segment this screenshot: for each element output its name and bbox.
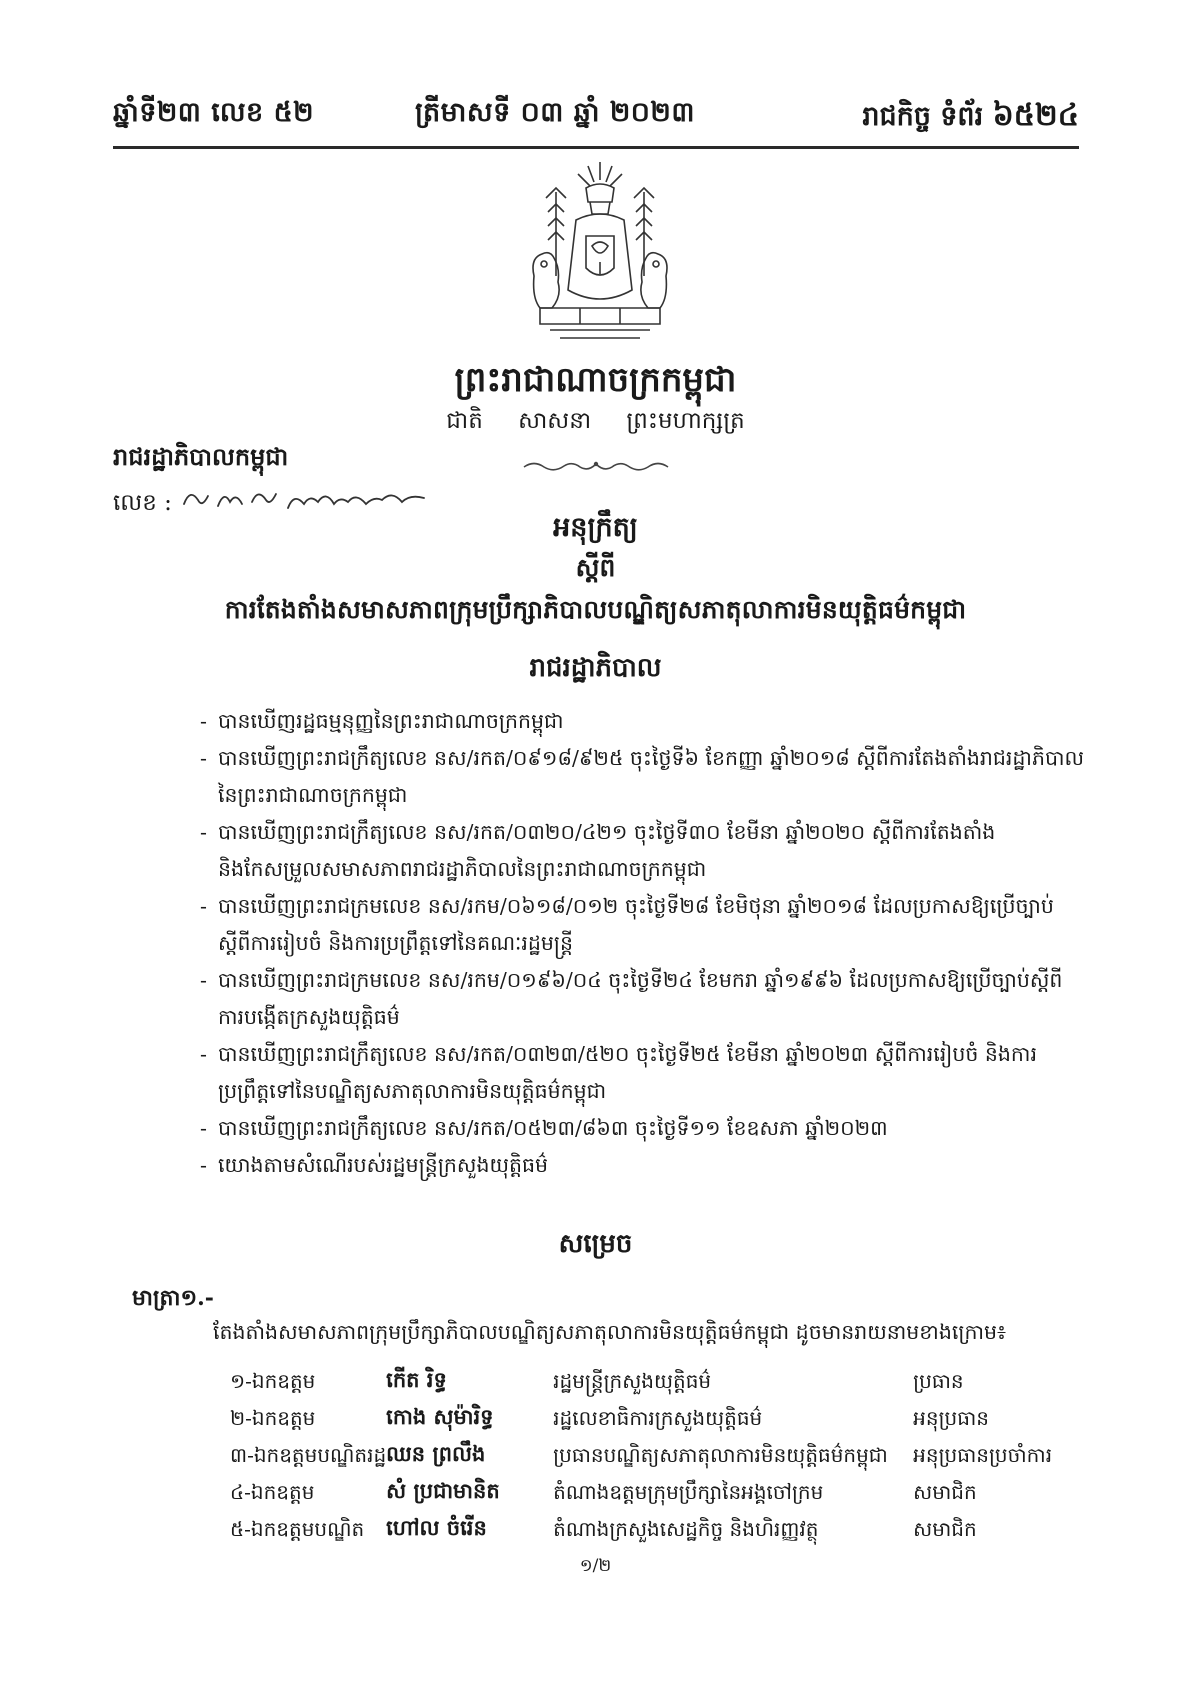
- preamble-item: - យោងតាមសំណើរបស់រដ្ឋមន្ត្រីក្រសួងយុត្តិធម៌: [200, 1147, 1085, 1184]
- preamble-item: - បានឃើញព្រះរាជក្រមលេខ នស/រកម/០៦១៨/០១២ ចុះថ្ងៃទី២៨ ខែមិថុនា ឆ្នាំ២០១៨ ដែលប្រកាសឱ្យប្រើច្បាប់ស្តីពីការរៀបចំ និងការប្រព្រឹត្តទៅនៃគណៈរដ្ឋមន្ត្រី: [200, 888, 1085, 962]
- page-footer-number: ១/២: [579, 1556, 612, 1576]
- gazette-page-label: រាជកិច្ច ទំព័រ: [862, 101, 984, 132]
- member-position: ប្រធានបណ្ឌិត្យសភាតុលាការមិនយុត្តិធម៌កម្ពុជា: [553, 1442, 888, 1467]
- preamble-item: - បានឃើញព្រះរាជក្រឹត្យលេខ នស/រកត/០៣២៣/៥២០ ចុះថ្ងៃទី២៥ ខែមីនា ឆ្នាំ២០២៣ ស្តីពីការរៀបចំ និងការប្រព្រឹត្តទៅនៃបណ្ឌិត្យសភាតុលាការមិនយុត្តិធម៌កម្ពុជា: [200, 1036, 1085, 1110]
- member-name: កើត រិទ្ធ: [386, 1367, 447, 1392]
- member-position: រដ្ឋមន្ត្រីក្រសួងយុត្តិធម៌: [553, 1368, 712, 1393]
- member-name: សំ ប្រជាមានិត: [386, 1478, 500, 1503]
- member-honorific: ២-ឯកឧត្តម: [230, 1405, 316, 1430]
- table-row: [230, 1475, 1113, 1512]
- member-honorific: ៤-ឯកឧត្តម: [230, 1479, 315, 1504]
- gazette-page: [862, 96, 1079, 140]
- document-number-label: លេខ :: [113, 490, 172, 516]
- member-role: សមាជិក: [913, 1479, 977, 1504]
- member-role: សមាជិក: [913, 1516, 977, 1541]
- issuing-government: រាជរដ្ឋាភិបាលកម្ពុជា: [113, 442, 289, 471]
- document-subject: ការតែងតាំងសមាសភាពក្រុមប្រឹក្សាភិបាលបណ្ឌិត្យសភាតុលាការមិនយុត្តិធម៌កម្ពុជា: [224, 595, 967, 624]
- decision-heading: សម្រេច: [558, 1229, 633, 1259]
- preamble-item: - បានឃើញព្រះរាជក្រឹត្យលេខ នស/រកត/០៥២៣/៨៦៣ ចុះថ្ងៃទី១១ ខែឧសភា ឆ្នាំ២០២៣: [200, 1110, 1085, 1147]
- table-row: [230, 1512, 1113, 1549]
- member-name: កោង សុម៉ារិទ្ធ: [386, 1404, 494, 1429]
- member-name: ឈន ព្រលឹង: [386, 1441, 486, 1466]
- document-type-title: អនុក្រឹត្យ: [553, 512, 638, 543]
- member-role: ប្រធាន: [913, 1368, 964, 1393]
- handwritten-number-icon: [180, 482, 428, 514]
- member-honorific: ៥-ឯកឧត្តមបណ្ឌិត: [230, 1516, 365, 1541]
- article-1-title: មាត្រា១.-: [132, 1285, 214, 1311]
- table-row: [230, 1364, 1113, 1401]
- table-row: [230, 1438, 1113, 1475]
- document-about: ស្តីពី: [575, 553, 616, 582]
- member-position: រដ្ឋលេខាធិការក្រសួងយុត្តិធម៌: [553, 1405, 763, 1430]
- ornament-divider-icon: [520, 458, 672, 474]
- preamble-item: - បានឃើញព្រះរាជក្រឹត្យលេខ នស/រកត/០៩១៨/៩២៥ ចុះថ្ងៃទី៦ ខែកញ្ញា ឆ្នាំ២០១៨ ស្តីពីការតែងតាំងរាជរដ្ឋាភិបាលនៃព្រះរាជាណាចក្រកម្ពុជា: [200, 740, 1085, 814]
- preamble-item: - បានឃើញរដ្ឋធម្មនុញ្ញនៃព្រះរាជាណាចក្រកម្ពុជា: [200, 703, 1085, 740]
- member-honorific: ១-ឯកឧត្តម: [230, 1368, 316, 1393]
- members-table: [230, 1364, 1113, 1549]
- royal-coat-of-arms-icon: [520, 158, 680, 350]
- header-rule: [113, 146, 1079, 149]
- member-honorific: ៣-ឯកឧត្តមបណ្ឌិតរដ្ឋ: [230, 1442, 387, 1467]
- member-role: អនុប្រធាន: [913, 1405, 989, 1430]
- article-1-intro: តែងតាំងសមាសភាពក្រុមប្រឹក្សាភិបាលបណ្ឌិត្យសភាតុលាការមិនយុត្តិធម៌កម្ពុជា ដូចមានរាយនាមខាងក្រោម៖: [213, 1320, 1006, 1344]
- gazette-year-issue: ឆ្នាំទី២៣ លេខ ៥២: [113, 97, 315, 128]
- member-position: តំណាងឧត្តមក្រុមប្រឹក្សានៃអង្គចៅក្រម: [553, 1479, 824, 1504]
- national-motto: ជាតិ សាសនា ព្រះមហាក្សត្រ: [446, 408, 745, 434]
- gazette-page-number: ៦៥២៤: [992, 98, 1079, 133]
- preamble-item: - បានឃើញព្រះរាជក្រឹត្យលេខ នស/រកត/០៣២០/៤២១ ចុះថ្ងៃទី៣០ ខែមីនា ឆ្នាំ២០២០ ស្តីពីការតែងតាំង និងកែសម្រួលសមាសភាពរាជរដ្ឋាភិបាលនៃព្រះរាជាណាចក្រកម្ពុជា: [200, 814, 1085, 888]
- document-issuer: រាជរដ្ឋាភិបាល: [529, 653, 662, 683]
- table-row: [230, 1401, 1113, 1438]
- member-name: ហៅល ចំរើន: [386, 1515, 487, 1540]
- member-role: អនុប្រធានប្រចាំការ: [913, 1442, 1053, 1467]
- kingdom-heading: ព្រះរាជាណាចក្រកម្ពុជា: [454, 360, 737, 400]
- gazette-quarter: ត្រីមាសទី ០៣ ឆ្នាំ ២០២៣: [415, 97, 695, 128]
- member-position: តំណាងក្រសួងសេដ្ឋកិច្ច និងហិរញ្ញវត្ថុ: [553, 1516, 819, 1541]
- preamble-list: [200, 703, 1085, 1184]
- preamble-item: - បានឃើញព្រះរាជក្រមលេខ នស/រកម/០១៩៦/០៤ ចុះថ្ងៃទី២៤ ខែមករា ឆ្នាំ១៩៩៦ ដែលប្រកាសឱ្យប្រើច្បាប់ស្តីពីការបង្កើតក្រសួងយុត្តិធម៌: [200, 962, 1085, 1036]
